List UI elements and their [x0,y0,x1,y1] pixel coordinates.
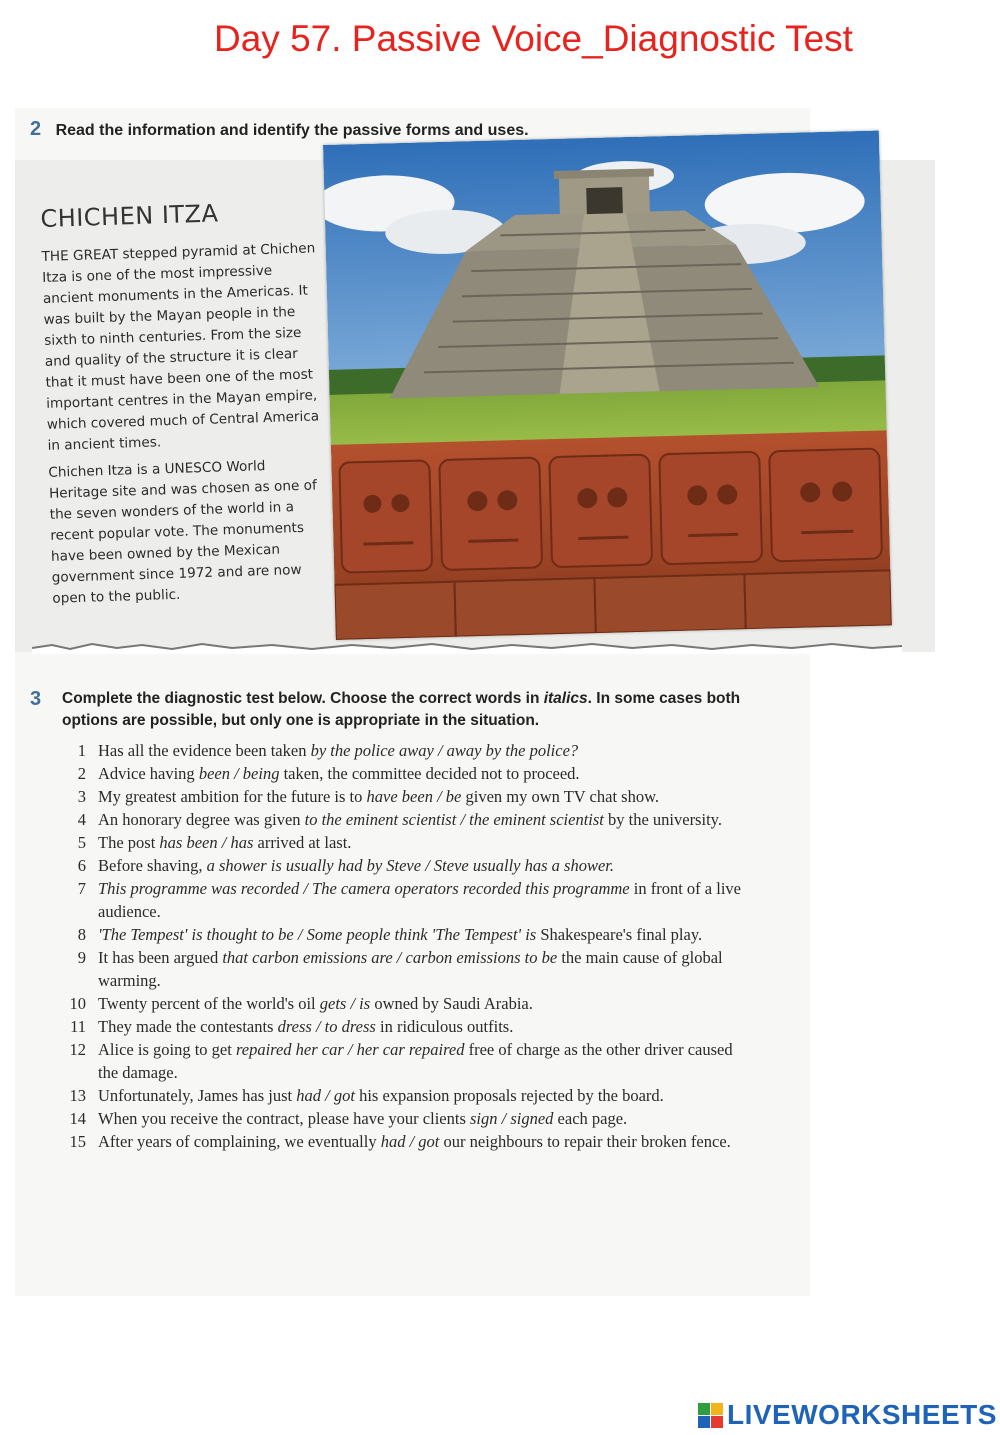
question-number: 7 [77,879,86,898]
exercise-2-heading [30,118,529,141]
question-item [62,946,742,992]
exercise-2-instruction: Read the information and identify the passive forms and uses. [55,122,529,139]
question-item [62,831,742,854]
question-number: 12 [69,1040,86,1059]
question-item [62,923,742,946]
question-item [62,1107,742,1130]
torn-edge [32,640,902,654]
question-number: 15 [69,1132,86,1151]
question-number: 13 [69,1086,86,1105]
question-number: 11 [70,1017,86,1036]
question-item [62,1130,742,1153]
question-number: 10 [69,994,86,1013]
question-number: 5 [77,833,86,852]
article-paragraph-2: Chichen Itza is a UNESCO World Heritage site and was chosen as one of the seven wonders of the world in a recent popular vote. The monuments have been owned by the Mexican government since 1972 and are now open to the public. [48,458,317,607]
question-list [62,739,742,1153]
question-text: 'The Tempest' is thought to be / Some people think 'The Tempest' is Shakespeare's final play. [98,925,703,944]
question-item [62,1084,742,1107]
page-title: Day 57. Passive Voice_Diagnostic Test [214,18,853,59]
article [40,196,331,616]
liveworksheets-logo [698,1398,997,1432]
pyramid-illustration [323,130,892,639]
question-text: Advice having been / being taken, the committee decided not to proceed. [98,764,580,783]
question-text: The post has been / has arrived at last. [98,833,352,852]
question-item [62,1015,742,1038]
question-text: After years of complaining, we eventually had / got our neighbours to repair their broken fence. [98,1132,731,1151]
question-item [62,785,742,808]
question-text: Twenty percent of the world's oil gets / is owned by Saudi Arabia. [98,994,533,1013]
exercise-3-instruction: Complete the diagnostic test below. Choose the correct words in italics. In some cases both options are possible, but only one is appropriate in the situation. [62,690,741,729]
question-item [62,992,742,1015]
question-item [62,739,742,762]
question-number: 14 [69,1109,86,1128]
question-item [62,808,742,831]
question-number: 9 [77,948,86,967]
question-number: 4 [77,810,86,829]
question-item [62,877,742,923]
question-text: When you receive the contract, please have your clients sign / signed each page. [98,1109,628,1128]
article-paragraph-1: THE GREAT stepped pyramid at Chichen Itza is one of the most impressive ancient monuments in the Americas. It was built by the Mayan people in the sixth to ninth centuries. From the size and quality of the structure it is clear that it must have been one of the most important centres in the Mayan empire, which covered much of Central America in ancient times. [41,240,320,454]
question-text: Unfortunately, James has just had / got his expansion proposals rejected by the board. [98,1086,664,1105]
question-text: Before shaving, a shower is usually had by Steve / Steve usually has a shower. [98,856,615,875]
question-text: Has all the evidence been taken by the police away / away by the police? [98,741,579,760]
logo-mark-icon [698,1403,723,1428]
question-text: It has been argued that carbon emissions are / carbon emissions to be the main cause of global warming. [98,948,723,990]
question-number: 3 [77,787,86,806]
question-text: They made the contestants dress / to dress in ridiculous outfits. [98,1017,514,1036]
logo-text: LIVEWORKSHEETS [727,1399,997,1430]
question-number: 2 [77,764,86,783]
exercise-3-heading [30,688,800,732]
question-item [62,762,742,785]
chichen-itza-photo [323,130,892,639]
question-item [62,854,742,877]
article-heading: CHICHEN ITZA [40,199,219,233]
exercise-2-number: 2 [30,118,42,140]
question-number: 1 [77,741,86,760]
exercise-3-number: 3 [30,688,42,710]
question-text: Alice is going to get repaired her car / her car repaired free of charge as the other driver caused the damage. [98,1040,733,1082]
question-text: This programme was recorded / The camera operators recorded this programme in front of a live audience. [98,879,741,921]
question-number: 8 [77,925,86,944]
question-text: My greatest ambition for the future is to have been / be given my own TV chat show. [98,787,660,806]
question-text: An honorary degree was given to the eminent scientist / the eminent scientist by the university. [98,810,722,829]
question-number: 6 [77,856,86,875]
question-item [62,1038,742,1084]
